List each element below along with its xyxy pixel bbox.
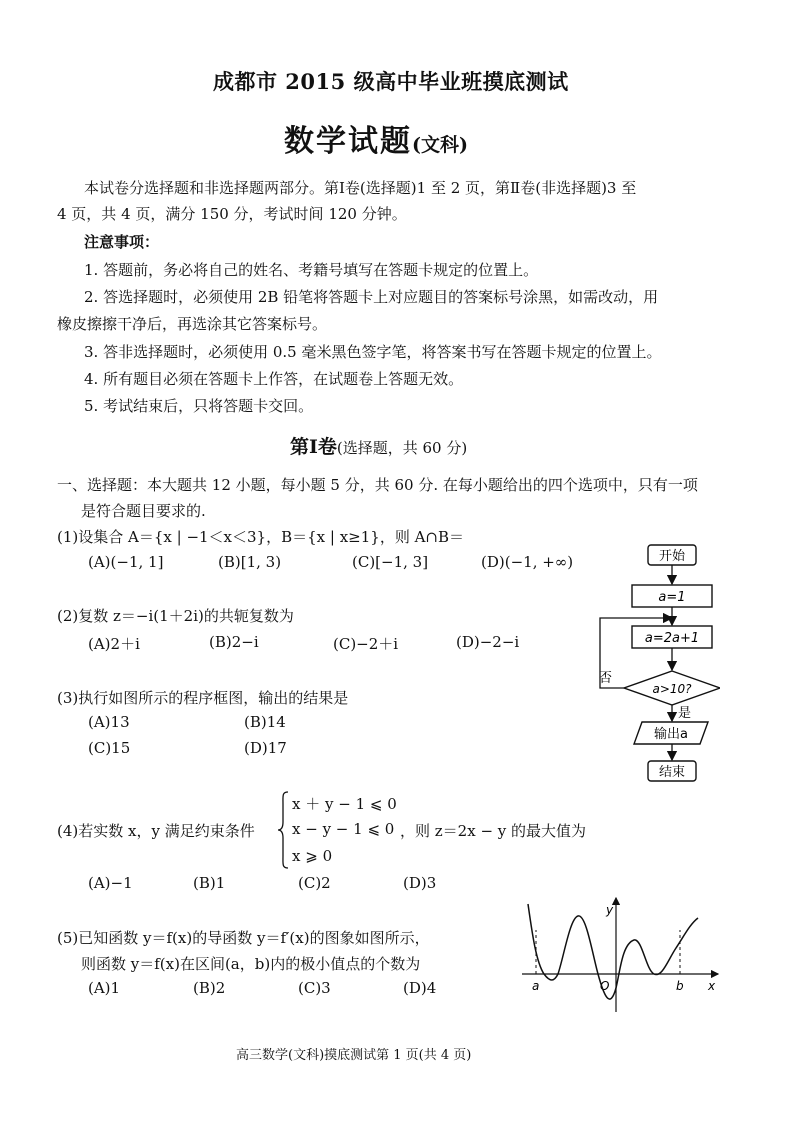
- a-label: a: [532, 979, 540, 993]
- q5-option-c: (C)3: [298, 979, 331, 997]
- q2-option-c: (C)−2＋i: [333, 635, 399, 653]
- q5-option-b: (B)2: [193, 979, 226, 997]
- flow-start-label: 开始: [658, 549, 686, 564]
- q4-option-d: (D)3: [403, 874, 437, 892]
- q4-constraint-3: x ⩾ 0: [292, 847, 333, 865]
- q3-stem: (3)执行如图所示的程序框图，输出的结果是: [57, 689, 349, 707]
- notice-item-2: 2. 答选择题时，必须使用 2B 铅笔将答题卡上对应题目的答案标号涂黑，如需改动，用: [84, 288, 659, 306]
- flow-update-label: a=2a+1: [644, 631, 700, 646]
- q5-option-a: (A)1: [88, 979, 121, 997]
- origin-label: O: [600, 979, 610, 993]
- q4-constraint-1: x ＋ y − 1 ⩽ 0: [292, 795, 397, 813]
- section-name: 第Ⅰ卷: [290, 436, 337, 458]
- section-title: [290, 432, 467, 459]
- page-footer: 高三数学(文科)摸底测试第 1 页(共 4 页): [236, 1048, 472, 1063]
- q3-option-a: (A)13: [88, 713, 130, 731]
- q1-option-c: (C)[−1, 3]: [352, 553, 429, 571]
- q1-option-b: (B)[1, 3): [218, 553, 282, 571]
- q3-option-c: (C)15: [88, 739, 131, 757]
- q5-stem-1: (5)已知函数 y＝f(x)的导函数 y＝f′(x)的图象如图所示，: [57, 929, 430, 947]
- q2-option-a: (A)2＋i: [88, 635, 140, 653]
- flow-yes-label: 是: [678, 706, 692, 721]
- flow-output-label: 输出a: [654, 727, 688, 742]
- flow-end-label: 结束: [658, 765, 686, 780]
- notice-item-4: 4. 所有题目必须在答题卡上作答，在试题卷上答题无效。: [84, 370, 464, 388]
- q5-stem-2: 则函数 y＝f(x)在区间(a，b)内的极小值点的个数为: [81, 955, 421, 973]
- subject-tag: (文科): [412, 134, 468, 156]
- q4-option-c: (C)2: [298, 874, 331, 892]
- q4-constraint-2: x − y − 1 ⩽ 0: [292, 820, 395, 838]
- subject-name: 数学试题: [284, 124, 412, 159]
- q4-stem-pre: (4)若实数 x，y 满足约束条件: [57, 822, 255, 840]
- q4-option-b: (B)1: [193, 874, 226, 892]
- derivative-graph: [520, 892, 725, 1017]
- subject-title: [284, 116, 468, 160]
- q5-option-d: (D)4: [403, 979, 437, 997]
- flow-no-label: 否: [599, 671, 613, 686]
- derivative-curve: [528, 904, 698, 999]
- intro-line-2: 4 页，共 4 页，满分 150 分，考试时间 120 分钟。: [57, 205, 407, 223]
- q2-stem: (2)复数 z＝−i(1＋2i)的共轭复数为: [57, 607, 294, 625]
- q1-stem: (1)设集合 A＝{x | −1＜x＜3}，B＝{x | x≥1}，则 A∩B＝: [57, 528, 465, 546]
- section-instruction-2: 是符合题目要求的.: [81, 502, 206, 520]
- b-label: b: [676, 979, 684, 993]
- q2-option-d: (D)−2−i: [456, 633, 520, 651]
- flow-condition-label: a>10?: [652, 682, 692, 696]
- q4-stem-post: ，则 z＝2x − y 的最大值为: [400, 822, 587, 840]
- flowchart: [590, 538, 720, 788]
- q3-option-b: (B)14: [244, 713, 286, 731]
- x-axis-label: x: [708, 979, 716, 993]
- section-instruction-1: 一、选择题：本大题共 12 小题，每小题 5 分，共 60 分. 在每小题给出的四个选项中，只有一项: [57, 476, 698, 494]
- notice-item-2-cont: 橡皮擦擦干净后，再选涂其它答案标号。: [57, 315, 328, 333]
- q1-option-a: (A)(−1, 1]: [88, 553, 164, 571]
- notice-item-1: 1. 答题前，务必将自己的姓名、考籍号填写在答题卡规定的位置上。: [84, 261, 539, 279]
- notice-item-5: 5. 考试结束后，只将答题卡交回。: [84, 397, 314, 415]
- section-sub: (选择题，共 60 分): [336, 439, 468, 457]
- q4-option-a: (A)−1: [88, 874, 133, 892]
- q2-option-b: (B)2−i: [209, 633, 259, 651]
- q4-brace: [276, 790, 290, 870]
- intro-line-1: 本试卷分选择题和非选择题两部分。第Ⅰ卷(选择题)1 至 2 页，第Ⅱ卷(非选择题)3 至: [84, 179, 637, 197]
- q1-option-d: (D)(−1, +∞): [481, 553, 574, 571]
- notice-item-3: 3. 答非选择题时，必须使用 0.5 毫米黑色签字笔，将答案书写在答题卡规定的位置上。: [84, 343, 662, 361]
- y-axis-label: y: [606, 903, 614, 917]
- notice-title: 注意事项：: [84, 233, 160, 251]
- q3-option-d: (D)17: [244, 739, 287, 757]
- exam-title: 成都市 2015 级高中毕业班摸底测试: [213, 69, 569, 94]
- flow-init-label: a=1: [658, 590, 686, 605]
